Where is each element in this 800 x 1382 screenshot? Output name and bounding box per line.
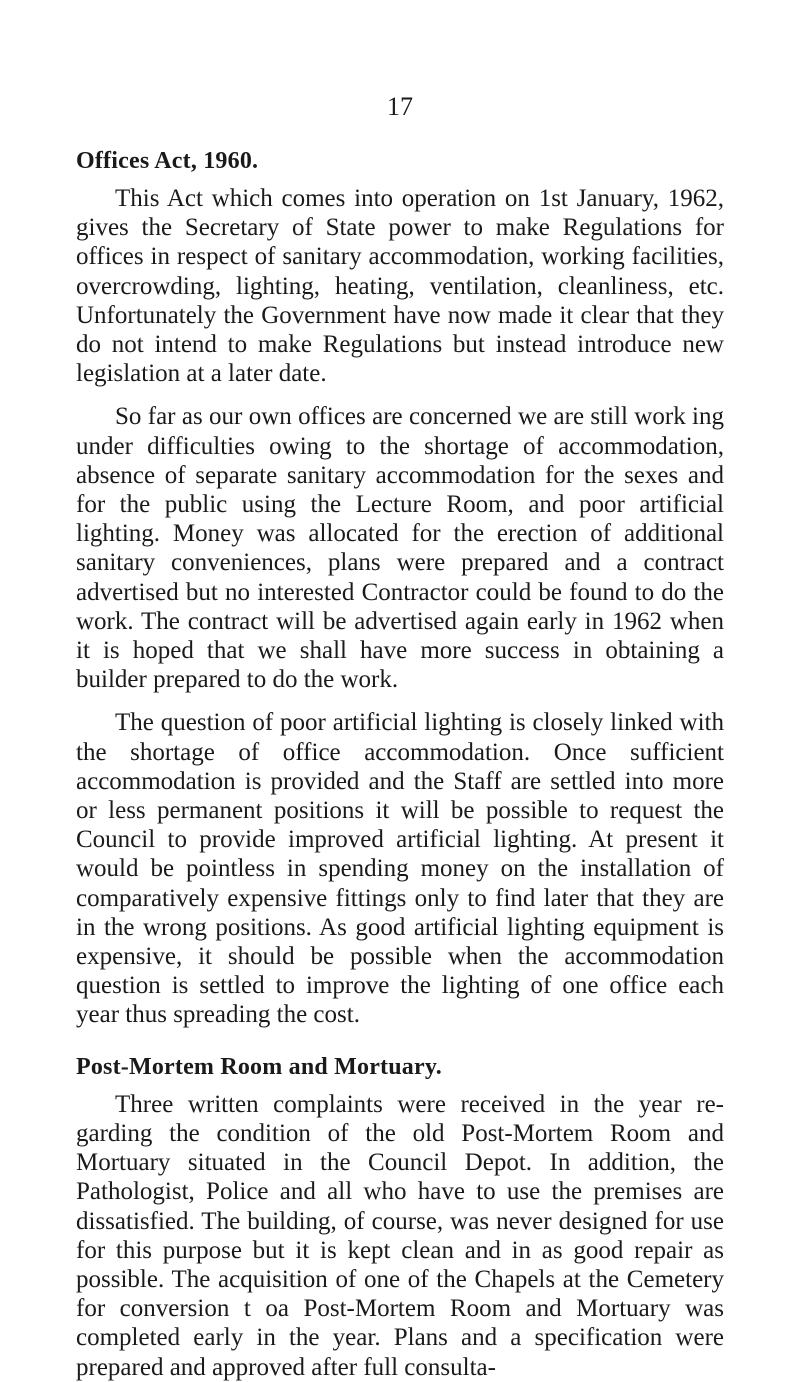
paragraph: The question of poor artificial lighting is closely linked with the shortage of office accommodation. Once sufficient accommodation is provided and the Staff are settled into more or less permanent positions it will be possible to request the Council to provide improved artificial lighting. At present it would be pointless in spending money on the installation of comparatively expensive fittings only to find later that they are in the wrong positions. As good artificial lighting equipment is expensive, it should be possible when the accommodation question is settled to improve the lighting of one office each year thus spreading the cost. (76, 709, 724, 1029)
paragraph: Three written complaints were received in the year regarding the condition of the old Post-Mortem Room and Mortuary situated in the Council Depot. In addition, the Pathologist, Police and all who have to use the premises are dissatisfied. The building, of course, was never designed for use for this purpose but it is kept clean and in as good repair as possible. The acquisition of one of the Chapels at the Cemetery for conversion t oa Post-Mortem Room and Mortuary was completed early in the year. Plans and a specification were prepared and approved after full consulta- (76, 1090, 724, 1381)
section-offices-act (76, 146, 724, 1030)
section-post-mortem-room (76, 1052, 724, 1382)
paragraph: So far as our own offices are concerned we are still work ing under difficulties owing to the shortage of accommodation, absence of separate sanitary accommodation for the sexes and for the public using the Lecture Room, and poor artificial lighting. Money was allocated for the erection of additional sanitary conveniences, plans were prepared and a contract advertised but no interested Contractor could be found to do the work. The contract will be advertised again early in 1962 when it is hoped that we shall have more success in obtaining a builder prepared to do the work. (76, 403, 724, 694)
text-column (76, 146, 724, 1382)
paragraph: This Act which comes into operation on 1st January, 1962, gives the Secretary of State power to make Regulations for offices in respect of sanitary accommodation, working facilities, overcrowding, lighting, heating, ventilation, cleanliness, etc. Unfortunately the Government have now made it clear that they do not intend to make Regulations but instead introduce new legislation at a later date. (76, 185, 724, 388)
section-heading: Offices Act, 1960. (76, 148, 259, 174)
section-heading: Post-Mortem Room and Mortuary. (76, 1053, 442, 1080)
page-number: 17 (387, 92, 413, 121)
